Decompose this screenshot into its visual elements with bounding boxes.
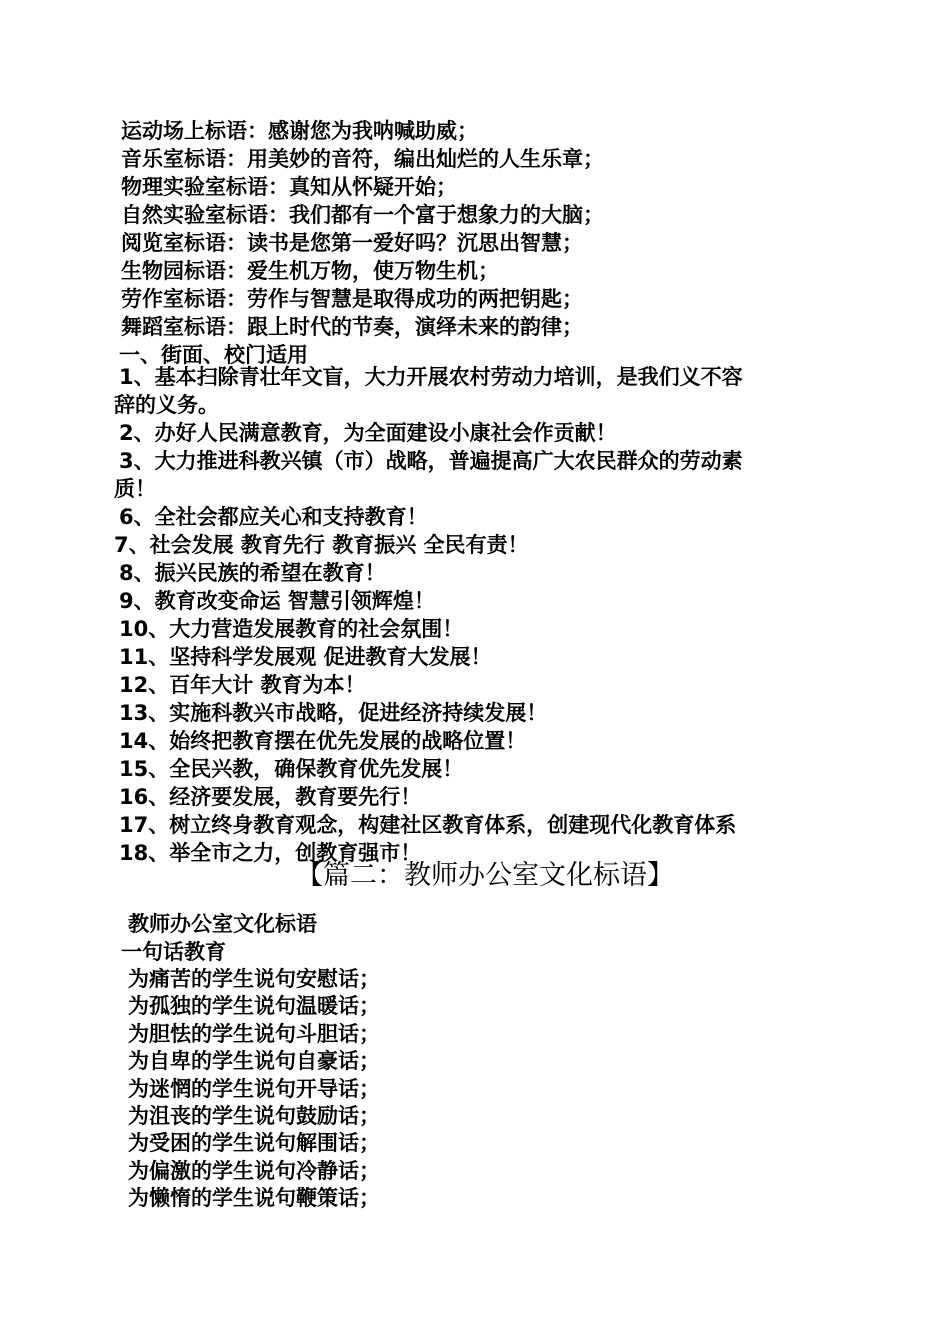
office-slogan-section [0,910,950,1213]
list-item: 为自卑的学生说句自豪话； [128,1049,380,1074]
slogan-biology-garden: 生物园标语：爱生机万物，使万物生机； [121,259,499,283]
slogan-science-lab: 自然实验室标语：我们都有一个富于想象力的大脑； [121,203,604,227]
list-item: 15、全民兴教，确保教育优先发展！ [119,757,464,781]
list-item: 16、经济要发展，教育要先行！ [119,785,422,809]
slogan-workshop: 劳作室标语：劳作与智慧是取得成功的两把钥匙； [121,287,583,311]
list-item: 6、全社会都应关心和支持教育！ [119,505,428,529]
section-heading: 教师办公室文化标语 [128,912,317,936]
slogan-music-room: 音乐室标语：用美妙的音符，编出灿烂的人生乐章； [121,147,604,171]
list-item: 8、振兴民族的希望在教育！ [119,561,386,585]
list-item: 为胆怯的学生说句斗胆话； [128,1021,380,1046]
list-item: 10、大力营造发展教育的社会氛围！ [119,617,464,641]
list-item: 为沮丧的学生说句鼓励话； [128,1104,380,1129]
list-item: 为受困的学生说句解围话； [128,1131,380,1156]
list-item: 17、树立终身教育观念，构建社区教育体系，创建现代化教育体系 [119,813,737,837]
list-item: 为懒惰的学生说句鞭策话； [128,1186,380,1211]
list-item: 11、坚持科学发展观 促进教育大发展！ [119,645,492,669]
list-item: 14、始终把教育摆在优先发展的战略位置！ [119,729,527,753]
list-item: 18、举全市之力，创教育强市！ [119,841,422,865]
list-item: 1、基本扫除青壮年文盲，大力开展农村劳动力培训，是我们义不容 [119,365,743,389]
list-item: 9、教育改变命运 智慧引领辉煌！ [119,589,435,613]
slogan-sports-field: 运动场上标语：感谢您为我呐喊助威； [121,119,478,143]
room-slogan-list [0,117,950,369]
slogan-dance-room: 舞蹈室标语：跟上时代的节奏，演绎未来的韵律； [121,315,583,339]
list-item: 为迷惘的学生说句开导话； [128,1076,380,1101]
list-item: 12、百年大计 教育为本！ [119,673,366,697]
list-item: 为孤独的学生说句温暖话； [128,994,380,1019]
list-item-continuation: 质！ [114,477,156,501]
list-item: 为偏激的学生说句冷静话； [128,1158,380,1183]
section-title: 【篇二：教师办公室文化标语】 [296,860,674,891]
section-subheading: 一句话教育 [121,940,226,964]
list-item: 3、大力推进科教兴镇（市）战略，普遍提高广大农民群众的劳动素 [119,449,743,473]
street-slogan-list [0,363,950,867]
list-item: 2、办好人民满意教育，为全面建设小康社会作贡献！ [119,421,617,445]
list-item-continuation: 辞的义务。 [114,393,219,417]
slogan-physics-lab: 物理实验室标语：真知从怀疑开始； [121,175,457,199]
list-item: 为痛苦的学生说句安慰话； [128,967,380,991]
section-heading-street: 一、街面、校门适用 [119,343,308,367]
list-item: 13、实施科教兴市战略，促进经济持续发展！ [119,701,548,725]
list-item: 7、社会发展 教育先行 教育振兴 全民有责！ [114,533,529,557]
slogan-reading-room: 阅览室标语：读书是您第一爱好吗？沉思出智慧； [121,231,583,255]
